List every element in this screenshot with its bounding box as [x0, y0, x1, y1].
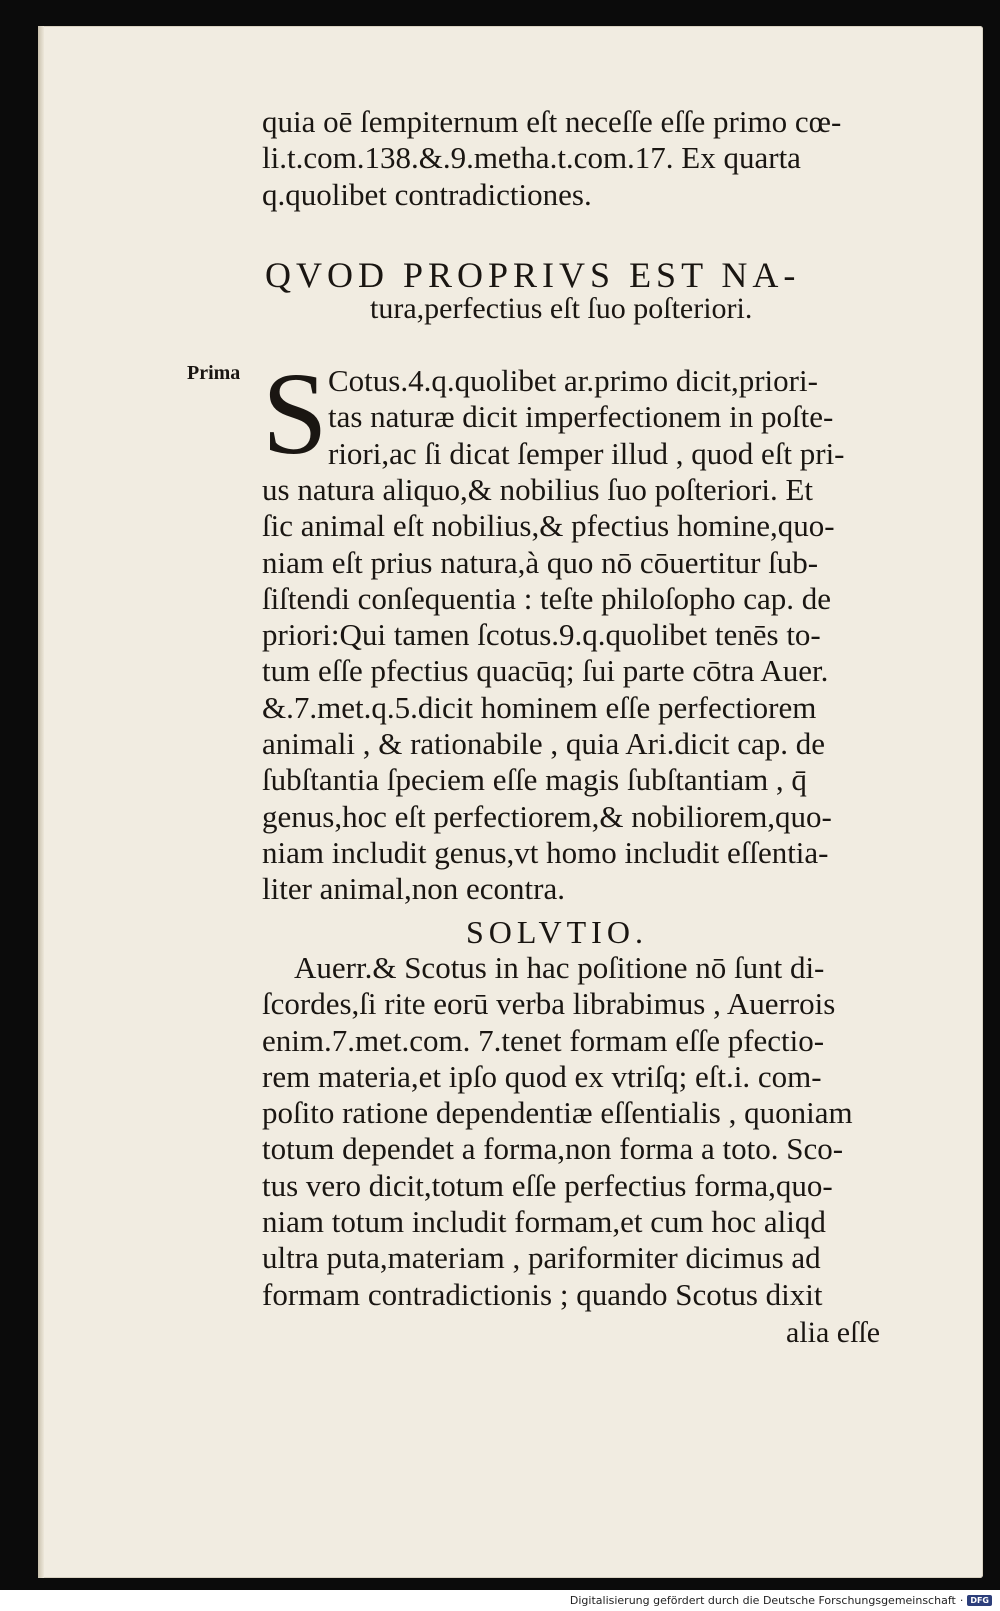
text-line: Cotus.4.q.quolibet ar.primo dicit,priori-: [328, 363, 818, 398]
text-line: ſubſtantia ſpeciem eſſe magis ſubſtantiam , q̄: [262, 762, 807, 798]
text-line: totum dependet a forma,non forma a toto. Sco-: [262, 1131, 844, 1167]
page-gutter: [38, 26, 44, 1578]
text-line: q.quolibet contradictiones.: [262, 176, 592, 212]
text-line: tum eſſe pfectius quacūq; ſui parte cōtra Auer.: [262, 653, 829, 689]
text-line: formam contradictionis ; quando Scotus dixit: [262, 1276, 823, 1312]
text-line: ſiſtendi conſequentia : teſte philoſopho cap. de: [262, 580, 832, 616]
text-line: liter animal,non econtra.: [262, 871, 565, 907]
text-line: tus vero dicit,totum eſſe perfectius forma,quo-: [262, 1167, 833, 1203]
solutio-paragraph: [262, 950, 853, 1313]
text-line: us natura aliquo,& nobilius ſuo poſteriori. Et: [262, 472, 814, 507]
text-line: ſcordes,ſi rite eorū verba librabimus , Auerrois: [262, 986, 836, 1022]
text-line: genus,hoc eſt perfectiorem,& nobiliorem,quo-: [262, 798, 832, 834]
text-line: animali , & rationabile , quia Ari.dicit cap. de: [262, 726, 825, 762]
text-line: niam includit genus,vt homo includit eſſentia-: [262, 834, 829, 870]
text-line: Auerr.& Scotus in hac poſitione nō ſunt di-: [294, 950, 825, 985]
text-line: priori:Qui tamen ſcotus.9.q.quolibet tenēs to-: [262, 617, 821, 653]
text-line: quia oē ſempiternum eſt neceſſe eſſe primo cœ-: [262, 104, 842, 139]
credit-text: Digitalisierung gefördert durch die Deutsche Forschungsgemeinschaft: [569, 1594, 956, 1607]
footer-separator: ·: [959, 1594, 964, 1607]
section-heading: QVOD PROPRIVS EST NA-: [265, 255, 801, 295]
catchword: alia eſſe: [786, 1316, 881, 1349]
paragraph-opening: [328, 363, 845, 472]
text-line: rem materia,et ipſo quod ex vtriſq; eſt.i. com-: [262, 1058, 822, 1094]
drop-cap-initial: S: [262, 348, 328, 479]
text-line: li.t.com.138.&.9.metha.t.com.17. Ex quarta: [262, 140, 801, 176]
text-line: niam totum includit formam,et cum hoc aliqd: [262, 1204, 826, 1240]
dfg-logo-icon: DFG: [967, 1595, 992, 1606]
text-line: niam eſt prius natura,à quo nō cōuertitur ſub-: [262, 544, 819, 580]
top-lines: [262, 104, 841, 213]
text-line: tas naturæ dicit imperfectionem in poſte-: [328, 399, 834, 435]
margin-note: Prima: [187, 362, 241, 384]
section-subheading: tura,perfectius eſt ſuo poſteriori.: [370, 292, 753, 325]
text-line: enim.7.met.com. 7.tenet formam eſſe pfectio-: [262, 1022, 825, 1058]
text-line: ultra puta,materiam , pariformiter dicimus ad: [262, 1240, 821, 1276]
text-line: ſic animal eſt nobilius,& pfectius homine,quo-: [262, 508, 835, 544]
digitization-credit: [570, 1594, 992, 1607]
solutio-heading: SOLVTIO.: [466, 914, 648, 950]
text-line: riori,ac ſi dicat ſemper illud , quod eſt pri-: [328, 435, 845, 471]
paragraph-body: [262, 472, 835, 908]
text-line: poſito ratione dependentiæ eſſentialis , quoniam: [262, 1095, 853, 1131]
text-line: &.7.met.q.5.dicit hominem eſſe perfectiorem: [262, 689, 817, 725]
